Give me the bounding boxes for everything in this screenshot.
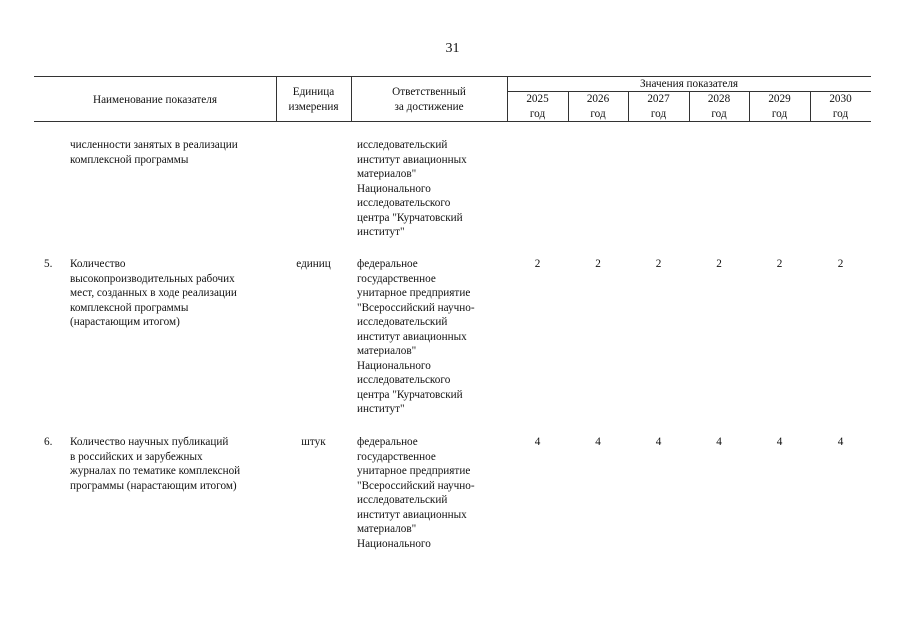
row-value-2025: 2 (534, 258, 541, 270)
row-value-2026: 4 (595, 436, 601, 448)
header-year-2028: 2028 год (707, 93, 731, 120)
header-year-2029: 2029 год (768, 93, 791, 120)
row-responsible: исследовательский институт авиационных материалов" Национального исследовательского центра "Курчатовский институт" (357, 139, 467, 238)
row-responsible: федеральное государственное унитарное предприятие "Всероссийский научно- исследовательский институт авиационных материалов" Национального (357, 436, 475, 550)
row-name: Количество научных публикаций в российских и зарубежных журналах по тематике комплексной программы (нарастающим итогом) (70, 436, 241, 492)
row-value-2028: 2 (716, 258, 722, 270)
row-value-2028: 4 (716, 436, 722, 448)
row-value-2026: 2 (595, 258, 601, 270)
header-name: Наименование показателя (93, 94, 217, 106)
row-value-2029: 4 (776, 436, 783, 448)
row-value-2029: 2 (776, 258, 783, 270)
header-year-2026: 2026 год (586, 93, 610, 120)
row-number: 5. (44, 258, 53, 270)
header-responsible: Ответственный за достижение (392, 86, 466, 113)
row-responsible: федеральное государственное унитарное предприятие "Всероссийский научно- исследовательский институт авиационных материалов" Национального исследовательского центра "Курчатовский институт" (357, 258, 475, 415)
row-value-2025: 4 (534, 436, 541, 448)
row-value-2030: 2 (837, 258, 844, 270)
row-unit: штук (301, 436, 326, 448)
header-bottom-border (34, 121, 871, 122)
row-unit: единиц (296, 258, 331, 270)
header-unit: Единица измерения (288, 86, 339, 113)
header-year-2027: 2027 год (647, 93, 670, 120)
header-values-group: Значения показателя (639, 78, 739, 90)
page-number: 31 (445, 41, 460, 56)
row-value-2030: 4 (837, 436, 844, 448)
row-name: Количество высокопроизводительных рабочих мест, созданных в ходе реализации комплексной программы (нарастающим итогом) (70, 258, 237, 328)
row-value-2027: 4 (655, 436, 662, 448)
row-number: 6. (44, 436, 53, 448)
row-value-2027: 2 (655, 258, 662, 270)
header-year-2030: 2030 год (829, 93, 852, 120)
row-name: численности занятых в реализации комплексной программы (70, 139, 238, 166)
header-year-2025: 2025 год (526, 93, 549, 120)
